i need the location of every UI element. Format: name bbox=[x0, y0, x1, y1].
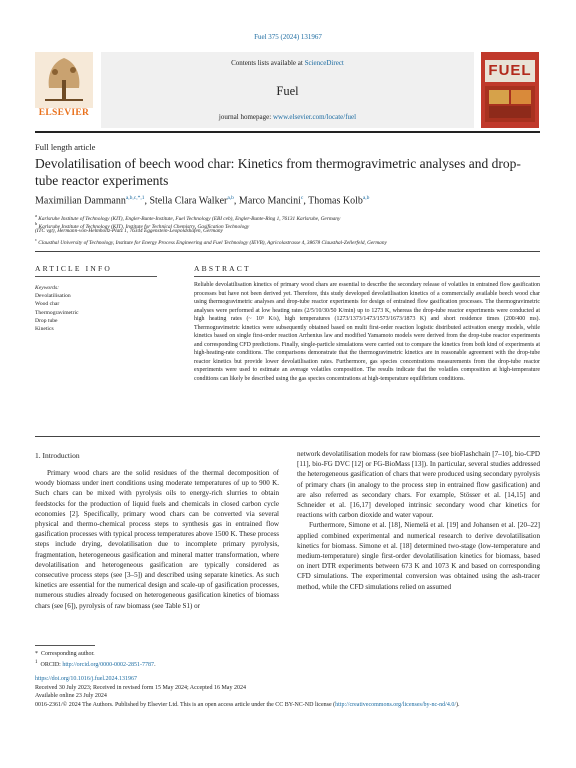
abstract-text: Reliable devolatilisation kinetics of primary wood chars are essential to describe the secondary release of volatiles in entrained flow gasification processes but have not been derived yet. Therefore, this study developed devolatilisation kinetics of a commercially available beech wood char using thermogravimetric analyses and drop-tube reactor experiments for design of entrained flow gasification processes. The thermogravimetric analyses were performed at low heating rates (2/5/10/30/50 K/min) up to 1273 K, whereas the drop-tube reactor experiments were conducted at high heating rates (~ 10⁵ K/s), high temperatures (1273/1373/1473/1573/1673/1873 K) and short residence times (200/400 ms). Thermogravimetric kinetics were subsequently obtained based on multi first-order reaction logistic distributed activation energy models, while kinetics based on single first-order reaction Arrhenius law and modified Yamamoto models were derived from the drop-tube reactor experiments and corresponding CFD predictions. Finally, single-particle simulations were carried out to compare the kinetics from both kind of experiments at high-heating-rate conditions. The comparisons demonstrate that the thermogravimetric kinetics are in reasonable agreement with the drop-tube reactor kinetics but provide lower devolatilisation rates. Furthermore, gas species concentrations measurements from the drop-tube reactor experiments were used to estimate an average volatiles composition. The results indicate that the volatiles composition at high-temperature conditions can likely be described using the gas species concentrations at high-temperature equilibrium conditions. bbox=[194, 282, 540, 383]
author-affiliation-marks[interactable]: a,b bbox=[362, 195, 370, 201]
author-affiliation-marks[interactable]: a,b,c,*,1 bbox=[125, 195, 145, 201]
author-list: Maximilian Dammann$^{a,b,c,*,1}$, Stella Clara Walker$^{a,b}$, Marco Mancini$^c$, Thomas Kolb$^{a,b}$ bbox=[35, 195, 370, 207]
footnote bbox=[35, 659, 540, 670]
orcid-link[interactable]: http://orcid.org/0000-0002-2851-7787 bbox=[62, 661, 155, 668]
journal-homepage-link[interactable]: www.elsevier.com/locate/fuel bbox=[272, 113, 357, 121]
body-paragraph: network devolatilisation models for raw biomass (see bioFlashchain [7–10], bio-CPD [11], bio-FG DVC [12] or FG-BioMass [13]). In particular, several studies addressed the heterogeneous gasification of chars that were produced using secondary pyrolysis of primary chars (in analogy to the process step in entrained flow gasification) and are also referred as secondary chars. For example, Stösser et al. [14,15] and Schneider et al. [16,17] developed intrinsic secondary wood char kinetics for reactions with carbon dioxide and water vapour. bbox=[297, 450, 540, 520]
introduction-heading: 1. Introduction bbox=[35, 451, 80, 460]
license-line bbox=[35, 701, 540, 710]
footnote-mark: * bbox=[35, 651, 38, 657]
license-prefix: 0016-2361/© 2024 The Authors. Published by Elsevier Ltd. This is an open access article under the CC BY-NC-ND license ( bbox=[35, 701, 336, 708]
affiliation-rule bbox=[35, 251, 540, 252]
keyword: Drop tube bbox=[35, 317, 58, 324]
publication-info bbox=[35, 675, 540, 709]
contents-line bbox=[101, 59, 474, 67]
affiliation-text: Karlsruhe Institute of Technology (KIT), Institute for Technical Chemistry, Gasification Technology bbox=[38, 223, 250, 230]
header-rule bbox=[35, 131, 540, 133]
cover-title: FUEL bbox=[488, 62, 532, 79]
keyword: Devolatilisation bbox=[35, 293, 71, 300]
body-right-column bbox=[297, 449, 540, 592]
abstract-rule bbox=[194, 276, 540, 277]
abstract-bottom-rule bbox=[35, 436, 540, 437]
footnote-rule bbox=[35, 645, 95, 646]
footnotes bbox=[35, 650, 540, 669]
author-affiliation-marks[interactable]: a,b bbox=[227, 195, 234, 201]
affiliation-text: Clausthal University of Technology, Institute for Energy Process Engineering and Fuel Technology (IEVB), Agricolastrasse 4, 38678 Clausthal-Zellerfeld, Germany bbox=[38, 239, 387, 246]
abstract-heading: ABSTRACT bbox=[194, 264, 251, 273]
elsevier-logo bbox=[35, 52, 93, 116]
affiliation-mark: b bbox=[35, 221, 38, 226]
keyword: Thermogravimetric bbox=[35, 309, 79, 316]
affiliation-mark: c bbox=[35, 237, 37, 242]
footnote-suffix: . bbox=[154, 661, 156, 668]
elsevier-wordmark: ELSEVIER bbox=[38, 108, 90, 118]
online-date: Available online 23 July 2024 bbox=[35, 693, 107, 700]
affiliation bbox=[35, 228, 540, 235]
author-name[interactable]: Thomas Kolb bbox=[308, 195, 363, 207]
affiliation-mark: a bbox=[35, 213, 37, 218]
footnote-text: ORCID: bbox=[40, 661, 63, 668]
sciencedirect-link[interactable]: ScienceDirect bbox=[304, 59, 344, 67]
license-link[interactable]: http://creativecommons.org/licenses/by-nc-nd/4.0/ bbox=[335, 701, 456, 708]
body-left-column bbox=[35, 468, 279, 611]
body-paragraph: Primary wood chars are the solid residues of the thermal decomposition of woody biomass under inert conditions using moderate temperatures of up to 900 K. Such chars can be mixed with pyrolysis oils to energy-rich slurries to obtain feedstocks for the production of liquid fuels and chemicals in closed carbon cycle economies [2]. Specifically, primary wood chars can be converted via several physical and thermo-chemical process steps to synthesis gas in entrained flow gasification processes with typical process temperatures above 1500 K. These process steps include drying, devolatilisation due to incomplete primary pyrolysis, fragmentation, heterogeneous gasification and mineral matter transformation, where devolatilisation and heterogeneous gasification are typically considered as consecutive process steps (see [3–5]) and described using separate kinetics. As such kinetics are essential for the numerical design and scale-up of gasification processes, numerous studies already focused on heterogeneous gasification kinetics of biomass chars (see [6]), pyrolysis of raw biomass (see Table S1) or bbox=[35, 469, 279, 610]
affiliation-text: (ITC vgt), Hermann-von-Helmholtz-Platz 1, 76344 Eggenstein-Leopoldshafen, Germany bbox=[35, 228, 223, 234]
keywords-label: Keywords: bbox=[35, 285, 60, 291]
journal-cover bbox=[481, 52, 539, 128]
keyword: Wood char bbox=[35, 301, 60, 308]
journal-title: Fuel bbox=[276, 84, 299, 98]
footnote bbox=[35, 650, 540, 659]
article-type: Full length article bbox=[35, 142, 96, 152]
license-suffix: ). bbox=[456, 701, 460, 708]
contents-prefix: Contents lists available at bbox=[231, 59, 305, 67]
footnote-text: Corresponding author. bbox=[41, 651, 95, 657]
journal-reference[interactable]: Fuel 375 (2024) 131967 bbox=[254, 33, 322, 41]
received-dates: Received 30 July 2023; Received in revised form 15 May 2024; Accepted 16 May 2024 bbox=[35, 684, 246, 691]
homepage-prefix: journal homepage: bbox=[218, 113, 273, 121]
keyword: Kinetics bbox=[35, 326, 54, 333]
author-name[interactable]: Maximilian Dammann bbox=[35, 195, 126, 207]
author-name[interactable]: Marco Mancini bbox=[238, 195, 301, 207]
footnote-mark: 1 bbox=[35, 659, 38, 665]
doi-link[interactable]: https://doi.org/10.1016/j.fuel.2024.131967 bbox=[35, 676, 138, 682]
author-affiliation-marks[interactable]: c bbox=[300, 195, 304, 201]
keywords-block bbox=[35, 284, 157, 333]
article-title: Devolatilisation of beech wood char: Kinetics from thermogravimetric analyses and drop-tube reactor experiments bbox=[35, 156, 521, 188]
affiliation bbox=[35, 236, 540, 247]
author-name[interactable]: Stella Clara Walker bbox=[149, 195, 228, 207]
article-info-rule bbox=[35, 276, 157, 277]
affiliation-text: Karlsruhe Institute of Technology (KIT), Engler-Bunte-Institute, Fuel Technology (EBI ceb), Engler-Bunte-Ring 1, 76131 Karlsruhe, Germany bbox=[38, 215, 341, 222]
homepage-line bbox=[101, 113, 474, 121]
article-info-heading: ARTICLE INFO bbox=[35, 264, 112, 273]
body-paragraph: Furthermore, Simone et al. [18], Niemelä et al. [19] and Johansen et al. [20–22] applied combined experimental and numerical research to derive devolatilisation kinetics for biomass. Simone et al. [18] determined two-stage (low-temperature and medium-temperature) single first-order devolatilisation kinetics for biomass, based on inert DTR experiments between 673 K and 1073 K and based on corresponding CFD simulations. The experimental conversion was obtained using the ash-tracer method, while the CFD simulations relied on assumed bbox=[297, 521, 540, 591]
